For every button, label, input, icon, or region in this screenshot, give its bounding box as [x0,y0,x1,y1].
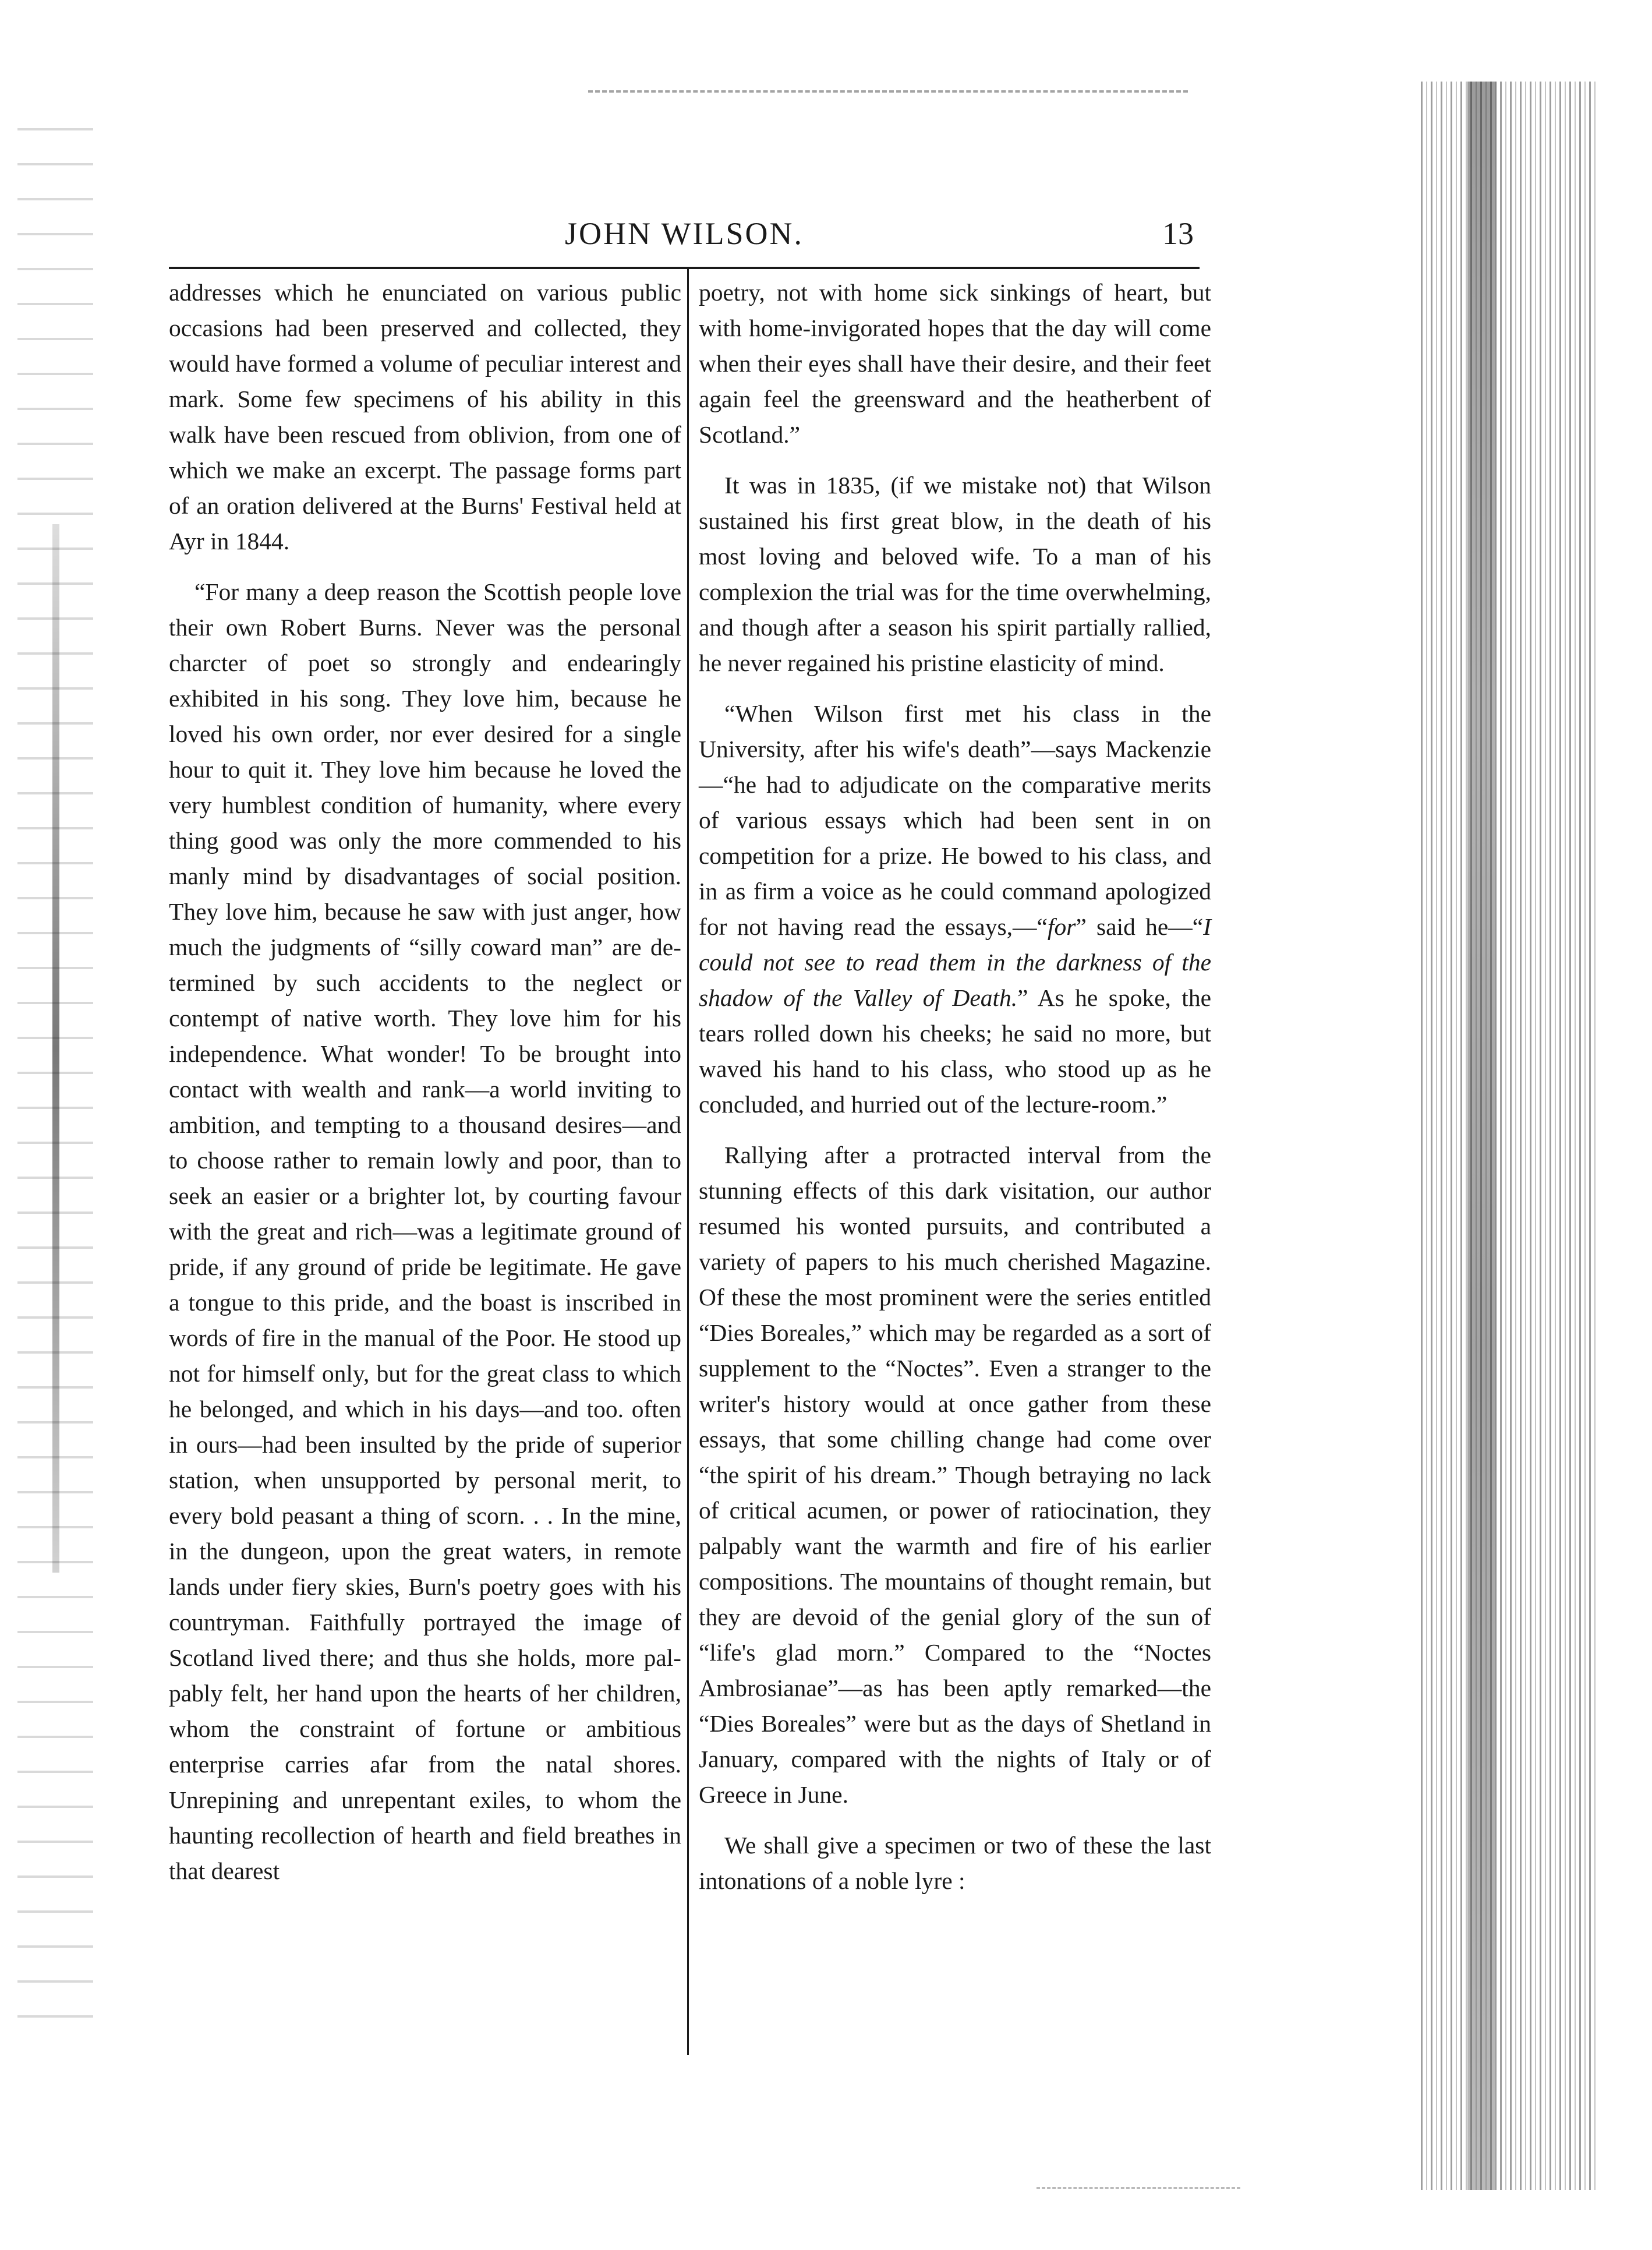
paragraph: addresses which he enunciated on various public occasions had been preserved and collected, they would have formed a volume of peculiar interest and mark. Some few specimens of his ability in this walk have been rescued from oblivion, from one of which we make an excerpt. The passage forms part of an oration delivered at the Burns' Festival held at Ayr in 1844. [169,279,681,554]
scan-margin-shadow [52,524,59,1573]
running-header [169,210,1200,274]
left-column [169,275,681,1904]
scan-bottom-artifact [1037,2187,1240,2189]
text-run: ” As he spoke, the tears rolled down his cheeks; he said no more, but waved his hand to his class, who stood up as he concluded, and hurried out of the lecture-room.” [699,984,1211,1118]
text-run: “When Wilson first met his class in the University, after his wife's death”—says Mackenzie—“he had to adjudicate on the comparative merits of various essays which had been sent in on competition for a prize. He bowed to his class, and in as firm a voice as he could command apologized for not having read the essays,—“ [699,700,1211,940]
scan-top-artifact [588,90,1188,93]
italic-run: for [1047,913,1076,940]
column-divider [687,268,689,2055]
paragraph-quotation [699,696,1211,1122]
scan-book-edge [1421,82,1596,2190]
italic-quote: I could not see to read them in the darkness of the shadow of the Valley of Death. [699,913,1211,1011]
paragraph: Rallying after a protracted interval from the stunning effects of this dark visitation, our author resumed his wonted pursuits, and contributed a variety of papers to his much cherished Magazine. Of these the most prominent were the series entitled “Dies Boreales,” which may be regarded as a sort of supplement to the “Noctes”. Even a stranger to the writer's history would at once gather from these essays, that some chilling change had come over “the spirit of his dream.” Though betraying no lack of critical acumen, or power of ratiocination, they palpably want the warmth and fire of his earlier compositions. The mountains of thought remain, but they are devoid of the genial glory of the sun of “life's glad morn.” Compared to the “Noctes Ambrosianae”—as has been aptly remarked—the “Dies Boreales” were but as the days of Shetland in January, compared with the nights of Italy or of Greece in June. [699,1142,1211,1808]
page-number: 13 [1162,216,1194,251]
header-rule [169,267,1200,269]
running-title: JOHN WILSON. [565,216,804,251]
right-column [699,275,1211,1914]
text-run: ” said he—“ [1076,913,1204,940]
scan-book-edge-shadow [1467,82,1497,2190]
paragraph-quotation: “For many a deep reason the Scottish people love their own Robert Burns. Never was the personal charcter of poet so strongly and endearingly exhibited in his song. They love him, because he loved his own order, nor ever desired for a single hour to quit it. They love him because he loved the very humblest condition of humanity, where every thing good was only the more commended to his manly mind by disadvantages of social position. They love him, because he saw with just anger, how much the judgments of “silly coward man” are determined by such accidents to the neglect or contempt of native worth. They love him for his independence. What wonder! To be brought into contact with wealth and rank—a world inviting to ambition, and tempting to a thousand desires—and to choose rather to remain lowly and poor, than to seek an easier or a brighter lot, by courting favour with the great and rich—was a legitimate ground of pride, if any ground of pride be legitimate. He gave a tongue to this pride, and the boast is inscribed in words of fire in the manual of the Poor. He stood up not for himself only, but for the great class to which he belonged, and which in his days—and too. often in ours—had been insulted by the pride of superior station, when unsupported by personal merit, to every bold peasant a thing of scorn. . . In the mine, in the dungeon, upon the great waters, in remote lands under fiery skies, Burn's poetry goes with his countryman. Faithfully portrayed the image of Scotland lived there; and thus she holds, more palpably felt, her hand upon the hearts of her children, whom the constraint of fortune or ambitious enterprise carries afar from the natal shores. Unrepining and unrepentant exiles, to whom the haunting recollection of hearth and field breathes in that dearest [169,578,681,1884]
paragraph: It was in 1835, (if we mistake not) that Wilson sustained his first great blow, in the death of his most loving and beloved wife. To a man of his complexion the trial was for the time overwhelming, and though after a season his spirit partially rallied, he never regained his pristine elasticity of mind. [699,472,1211,676]
paragraph: poetry, not with home sick sinkings of heart, but with home-invigorated hopes that the day will come when their eyes shall have their desire, and their feet again feel the greensward and the heatherbent of Scotland.” [699,279,1211,448]
paragraph: We shall give a specimen or two of these the last intonations of a noble lyre : [699,1832,1211,1894]
